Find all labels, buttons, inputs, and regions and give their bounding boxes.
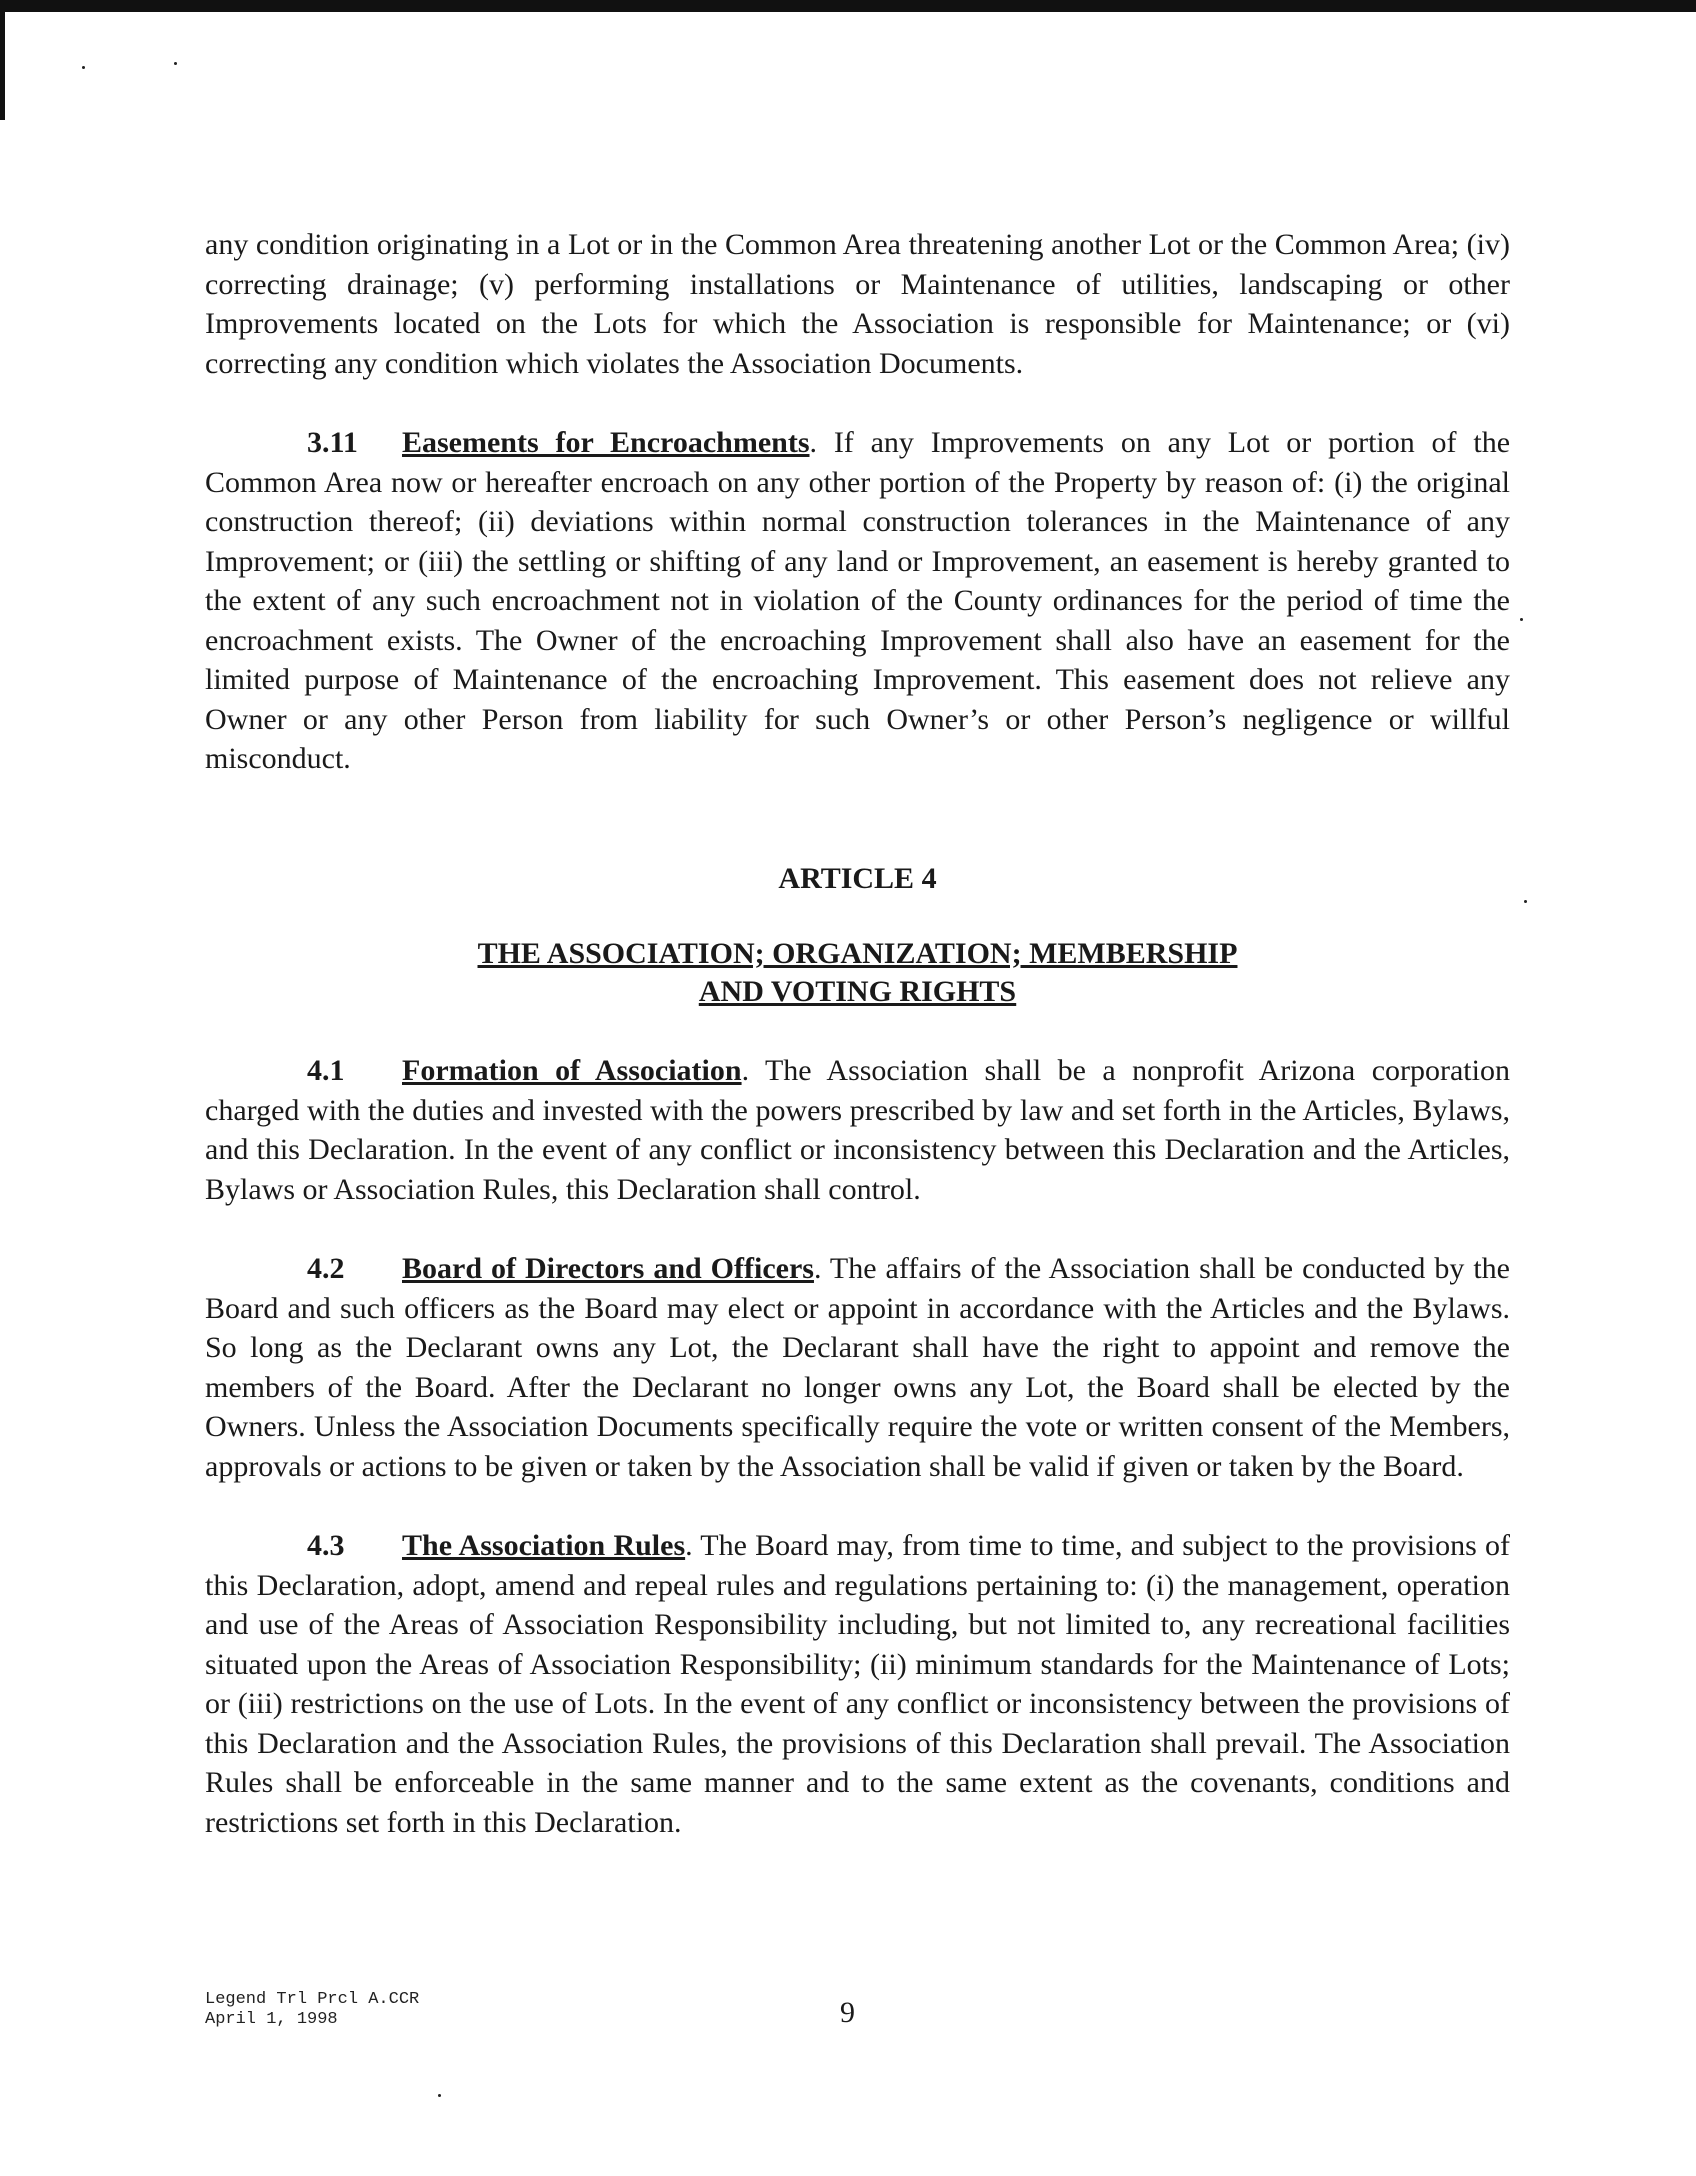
scan-top-edge — [0, 0, 1696, 12]
document-page — [205, 225, 1510, 1842]
continuation-paragraph: any condition originating in a Lot or in the Common Area threatening another Lot or the Common Area; (iv) correcting drainage; (v) performing installations or Maintenance of utilities, landscaping or other Improvements located on the Lots for which the Association is responsible for Maintenance; or (vi) correcting any condition which violates the Association Documents. — [205, 228, 1510, 380]
article-subtitle-line-1: THE ASSOCIATION; ORGANIZATION; MEMBERSHIP — [477, 937, 1238, 970]
scan-speck — [438, 2094, 441, 2097]
section-heading: Formation of Association — [402, 1054, 742, 1087]
section-number: 4.2 — [307, 1252, 345, 1285]
scan-speck — [174, 62, 177, 65]
section-heading: Easements for Encroachments — [402, 426, 810, 459]
scan-left-edge — [0, 0, 5, 120]
section-4-3 — [205, 1526, 1510, 1842]
section-heading: The Association Rules — [402, 1529, 686, 1562]
article-subtitle — [205, 935, 1510, 1011]
section-text: . The Association shall be a nonprofit Arizona corporation charged with the duties and invested with the powers prescribed by law and set forth in the Articles, Bylaws, and this Declaration. In the event of any conflict or inconsistency between this Declaration and the Articles, Bylaws or Association Rules, this Declaration shall control. — [205, 1054, 1510, 1206]
section-4-1 — [205, 1051, 1510, 1209]
scan-speck — [82, 66, 85, 69]
footer-date: April 1, 1998 — [205, 2010, 338, 2029]
footer-doc-info — [205, 1990, 419, 2030]
section-number: 3.11 — [307, 426, 358, 459]
section-3-11 — [205, 423, 1510, 779]
footer-doc-name: Legend Trl Prcl A.CCR — [205, 1990, 420, 2009]
page-number: 9 — [840, 1996, 855, 2029]
section-heading: Board of Directors and Officers — [402, 1252, 814, 1285]
article-title: ARTICLE 4 — [778, 861, 937, 895]
scan-speck — [1524, 900, 1527, 903]
section-number: 4.3 — [307, 1529, 345, 1562]
section-text: . If any Improvements on any Lot or portion of the Common Area now or hereafter encroach on any other portion of the Property by reason of: (i) the original construction thereof; (ii) deviations within normal construction tolerances in the Maintenance of any Improvement; or (iii) the settling or shifting of any land or Improvement, an easement is hereby granted to the extent of any such encroachment not in violation of the County ordinances for the period of time the encroachment exists. The Owner of the encroaching Improvement shall also have an easement for the limited purpose of Maintenance of the encroaching Improvement. This easement does not relieve any Owner or any other Person from liability for such Owner’s or other Person’s negligence or willful misconduct. — [205, 426, 1511, 775]
section-number: 4.1 — [307, 1054, 345, 1087]
section-text: . The Board may, from time to time, and subject to the provisions of this Declaration, adopt, amend and repeal rules and regulations pertaining to: (i) the management, operation and use of the Areas of Association Responsibility including, but not limited to, any recreational facilities situated upon the Areas of Association Responsibility; (ii) minimum standards for the Maintenance of Lots; or (iii) restrictions on the use of Lots. In the event of any conflict or inconsistency between the provisions of this Declaration and the Association Rules, the provisions of this Declaration shall prevail. The Association Rules shall be enforceable in the same manner and to the same extent as the covenants, conditions and restrictions set forth in this Declaration. — [205, 1529, 1510, 1839]
section-text: . The affairs of the Association shall be conducted by the Board and such officers as the Board may elect or appoint in accordance with the Articles and the Bylaws. So long as the Declarant owns any Lot, the Declarant shall have the right to appoint and remove the members of the Board. After the Declarant no longer owns any Lot, the Board shall be elected by the Owners. Unless the Association Documents specifically require the vote or written consent of the Members, approvals or actions to be given or taken by the Association shall be valid if given or taken by the Board. — [205, 1252, 1511, 1483]
section-4-2 — [205, 1249, 1510, 1486]
scan-speck — [1520, 618, 1523, 621]
article-subtitle-line-2: AND VOTING RIGHTS — [698, 975, 1017, 1008]
